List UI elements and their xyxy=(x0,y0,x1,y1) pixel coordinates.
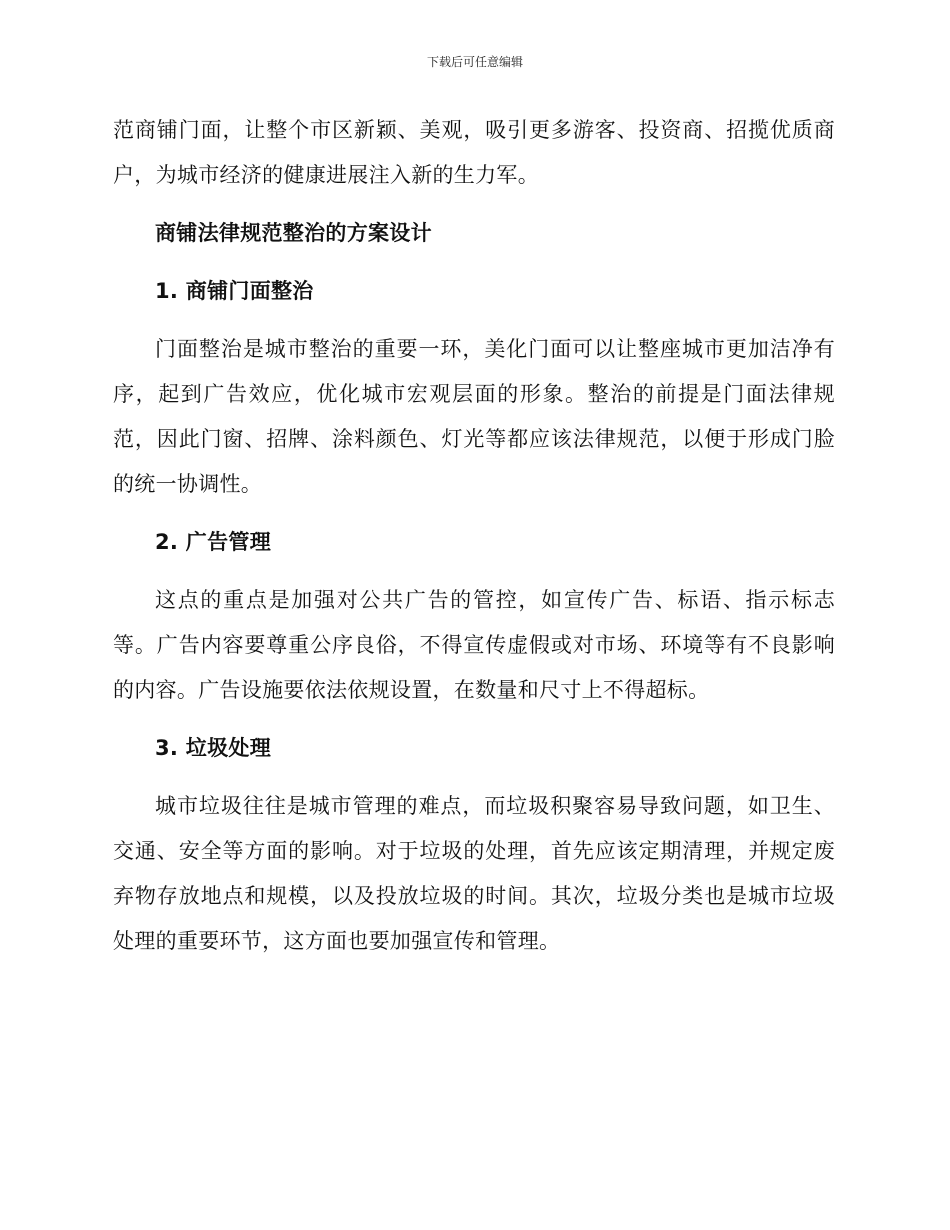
heading-garbage: 3. 垃圾处理 xyxy=(155,736,271,760)
spacer xyxy=(113,507,835,520)
paragraph-garbage: 城市垃圾往往是城市管理的难点，而垃圾积聚容易导致问题，如卫生、交通、安全等方面的影响。对于垃圾的处理，首先应该定期清理，并规定废弃物存放地点和规模，以及投放垃圾的时间。其次，垃圾分类也是城市垃圾处理的重要环节，这方面也要加强宣传和管理。 xyxy=(113,794,835,953)
heading-storefront: 1. 商铺门面整治 xyxy=(155,279,314,303)
intro-paragraph: 范商铺门面，让整个市区新颖、美观，吸引更多游客、投资商、招揽优质商户，为城市经济的健康进展注入新的生力军。 xyxy=(113,118,835,187)
paragraph-storefront: 门面整治是城市整治的重要一环，美化门面可以让整座城市更加洁净有序，起到广告效应，优化城市宏观层面的形象。整治的前提是门面法律规范，因此门窗、招牌、涂料颜色、灯光等都应该法律规范，以便于形成门脸的统一协调性。 xyxy=(113,337,835,496)
heading-advertising: 2. 广告管理 xyxy=(155,530,271,554)
spacer xyxy=(113,256,835,269)
spacer xyxy=(113,198,835,211)
document-body xyxy=(113,108,835,964)
page-header: 下载后可任意编辑 xyxy=(426,55,523,69)
spacer xyxy=(113,565,835,578)
spacer xyxy=(113,314,835,327)
section-title: 商铺法律规范整治的方案设计 xyxy=(155,221,432,245)
paragraph-advertising: 这点的重点是加强对公共广告的管控，如宣传广告、标语、指示标志等。广告内容要尊重公序良俗，不得宣传虚假或对市场、环境等有不良影响的内容。广告设施要依法依规设置，在数量和尺寸上不得超标。 xyxy=(113,588,835,702)
spacer xyxy=(113,713,835,726)
spacer xyxy=(113,771,835,784)
